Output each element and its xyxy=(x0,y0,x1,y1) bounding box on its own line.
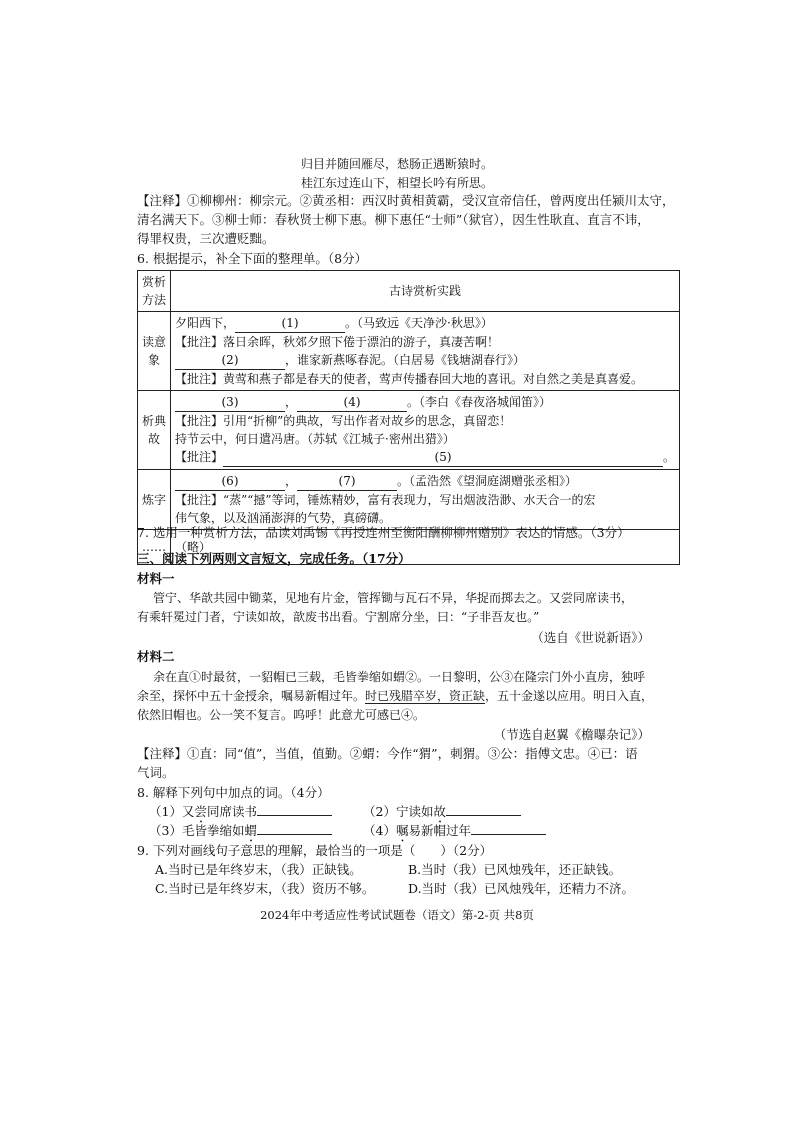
annotation-line: 【批注】引用“折柳”的典故，写出作者对故乡的思念，真留恋！ xyxy=(175,414,512,428)
section-3-heading: 三、阅读下列两则文言短文，完成任务。（17分） xyxy=(137,551,411,566)
answer-blank-q8-4[interactable] xyxy=(471,834,546,835)
underlined-sentence: 时已残腊卒岁，资正缺 xyxy=(365,689,486,703)
poem-note-line: 【注释】①柳柳州：柳宗元。②黄丞相：西汉时黄相黄霸，受汉宣帝信任，曾两度出任颍川太守， xyxy=(137,193,675,208)
material-1-text: 有乘轩冕过门者，宁读如故，歆废书出看。宁割席分坐，曰：“子非吾友也。” xyxy=(137,610,540,624)
quoted-verse: 持节云中，何日遣冯唐。（苏轼《江城子·密州出猎》） xyxy=(175,432,455,446)
row-method: 读意象 xyxy=(138,312,171,391)
answer-blank-5[interactable]: (5) xyxy=(223,448,663,467)
annotation-line: 【批注】“蒸”“撼”等词，锤炼精妙，富有表现力，写出烟波浩渺、水天合一的宏 xyxy=(175,493,596,507)
appreciation-table xyxy=(137,270,680,565)
option-b[interactable]: B.当时（我）已风烛残年，还正缺钱。 xyxy=(408,862,622,877)
question-9-prompt: 9. 下列对画线句子意思的理解，最恰当的一项是（ ）（2分） xyxy=(137,843,493,858)
material-1-text: 管宁、华歆共园中锄菜，见地有片金，管挥锄与瓦石不异，华捉而掷去之。又尝同席读书， xyxy=(153,591,634,605)
answer-blank-q8-3[interactable] xyxy=(257,834,332,835)
table-line: (3) ， (4) 。（李白《春夜洛城闻笛》） xyxy=(175,393,675,412)
answer-blank-2[interactable]: (2) xyxy=(175,351,285,370)
answer-blank-3[interactable]: (3) xyxy=(175,393,285,412)
table-row-word-refining xyxy=(138,470,680,530)
answer-blank-q8-2[interactable] xyxy=(446,815,521,816)
material-1-source: （选自《世说新语》） xyxy=(531,630,650,645)
material-1-title: 材料一 xyxy=(137,571,175,586)
option-c[interactable]: C.当时已是年终岁末，（我）资历不够。 xyxy=(155,881,375,896)
material-notes: 【注释】①直：同“值”，当值，值勤。②蝟：今作“猬”，刺猬。③公：指傅文忠。④已：语 xyxy=(137,746,638,761)
page-footer: 2024年中考适应性考试试题卷（语文）第-2-页 共8页 xyxy=(260,908,534,922)
table-row-imagery xyxy=(138,312,680,391)
table-line: (2) ，谁家新燕啄春泥。（白居易《钱塘湖春行》） xyxy=(175,351,675,370)
answer-blank-7[interactable]: (7) xyxy=(297,472,397,491)
material-2-text: 余在直①时最贫，一貂帽已三载，毛皆拳缩如蝟②。一日黎明，公③在隆宗门外小直房，独呼 xyxy=(153,670,646,684)
table-line: 夕阳西下， (1) 。（马致远《天净沙·秋思》） xyxy=(175,314,675,333)
annotation-line: 伟气象，以及汹涌澎湃的气势，真磅礴。 xyxy=(175,511,392,525)
material-2-title: 材料二 xyxy=(137,649,175,664)
header-practice: 古诗赏析实践 xyxy=(171,271,680,312)
poem-line-2: 桂江东过连山下，相望长吟有所思。 xyxy=(300,176,493,190)
annotation-line: 【批注】黄莺和燕子都是春天的使者，莺声传播春回大地的喜讯。对自然之美是真喜爱。 xyxy=(175,372,644,386)
annotation-line: 【批注】落日余晖，秋郊夕照下倦于漂泊的游子，真凄苦啊！ xyxy=(175,335,500,349)
q8-item-4: （4）嘱易新帽过年 xyxy=(363,822,546,845)
row-method: 炼字 xyxy=(138,470,171,530)
question-6-prompt: 6. 根据提示，补全下面的整理单。（8分） xyxy=(137,251,368,266)
table-line: 【批注】 (5) 。 xyxy=(175,448,675,467)
poem-note-line: 清名满天下。③柳士师：春秋贤士柳下惠。柳下惠任“士师”（狱官），因生性耿直、直言不讳， xyxy=(137,212,650,227)
option-a[interactable]: A.当时已是年终岁末，（我）正缺钱。 xyxy=(155,862,362,877)
material-2-text: 依然旧帽也。公一笑不复言。呜呼！此意尤可感已④。 xyxy=(137,708,426,722)
answer-blank-6[interactable]: (6) xyxy=(175,472,285,491)
q8-item-1: （1）又尝同席读书 xyxy=(149,803,332,826)
material-2-text: 余至，探怀中五十金授余，嘱易新帽过年。时已残腊卒岁，资正缺，五十金遂以应用。明日入直， xyxy=(137,689,654,703)
q8-item-2: （2）宁读如故 xyxy=(363,803,521,826)
table-row-allusion xyxy=(138,391,680,470)
material-notes: 气词。 xyxy=(137,765,175,780)
row-method: …… xyxy=(138,530,171,565)
material-2-source: （节选自赵翼《檐曝杂记》） xyxy=(493,727,650,742)
omitted-text: （略） xyxy=(175,540,212,554)
answer-blank-q8-1[interactable] xyxy=(257,815,332,816)
poem-note-line: 得罪权贵，三次遭贬黜。 xyxy=(137,231,275,246)
q8-item-3: （3）毛皆拳缩如蝟 xyxy=(149,822,332,845)
question-7: 7. 选用一种赏析方法，品读刘禹锡《再授连州至衡阳酬柳柳州赠别》表达的情感。（3分） xyxy=(137,525,630,540)
poem-line-1: 归目并随回雁尽，愁肠正遇断猿时。 xyxy=(300,157,493,171)
header-method: 赏析方法 xyxy=(138,271,171,312)
table-line: (6) ， (7) 。（孟浩然《望洞庭湖赠张丞相》） xyxy=(175,472,675,491)
option-d[interactable]: D.当时（我）已风烛残年，还精力不济。 xyxy=(408,881,635,896)
answer-blank-4[interactable]: (4) xyxy=(297,393,407,412)
table-header-row xyxy=(138,271,680,312)
question-8-prompt: 8. 解释下列句中加点的词。（4分） xyxy=(137,785,330,800)
row-method: 析典故 xyxy=(138,391,171,470)
answer-blank-1[interactable]: (1) xyxy=(235,314,345,333)
